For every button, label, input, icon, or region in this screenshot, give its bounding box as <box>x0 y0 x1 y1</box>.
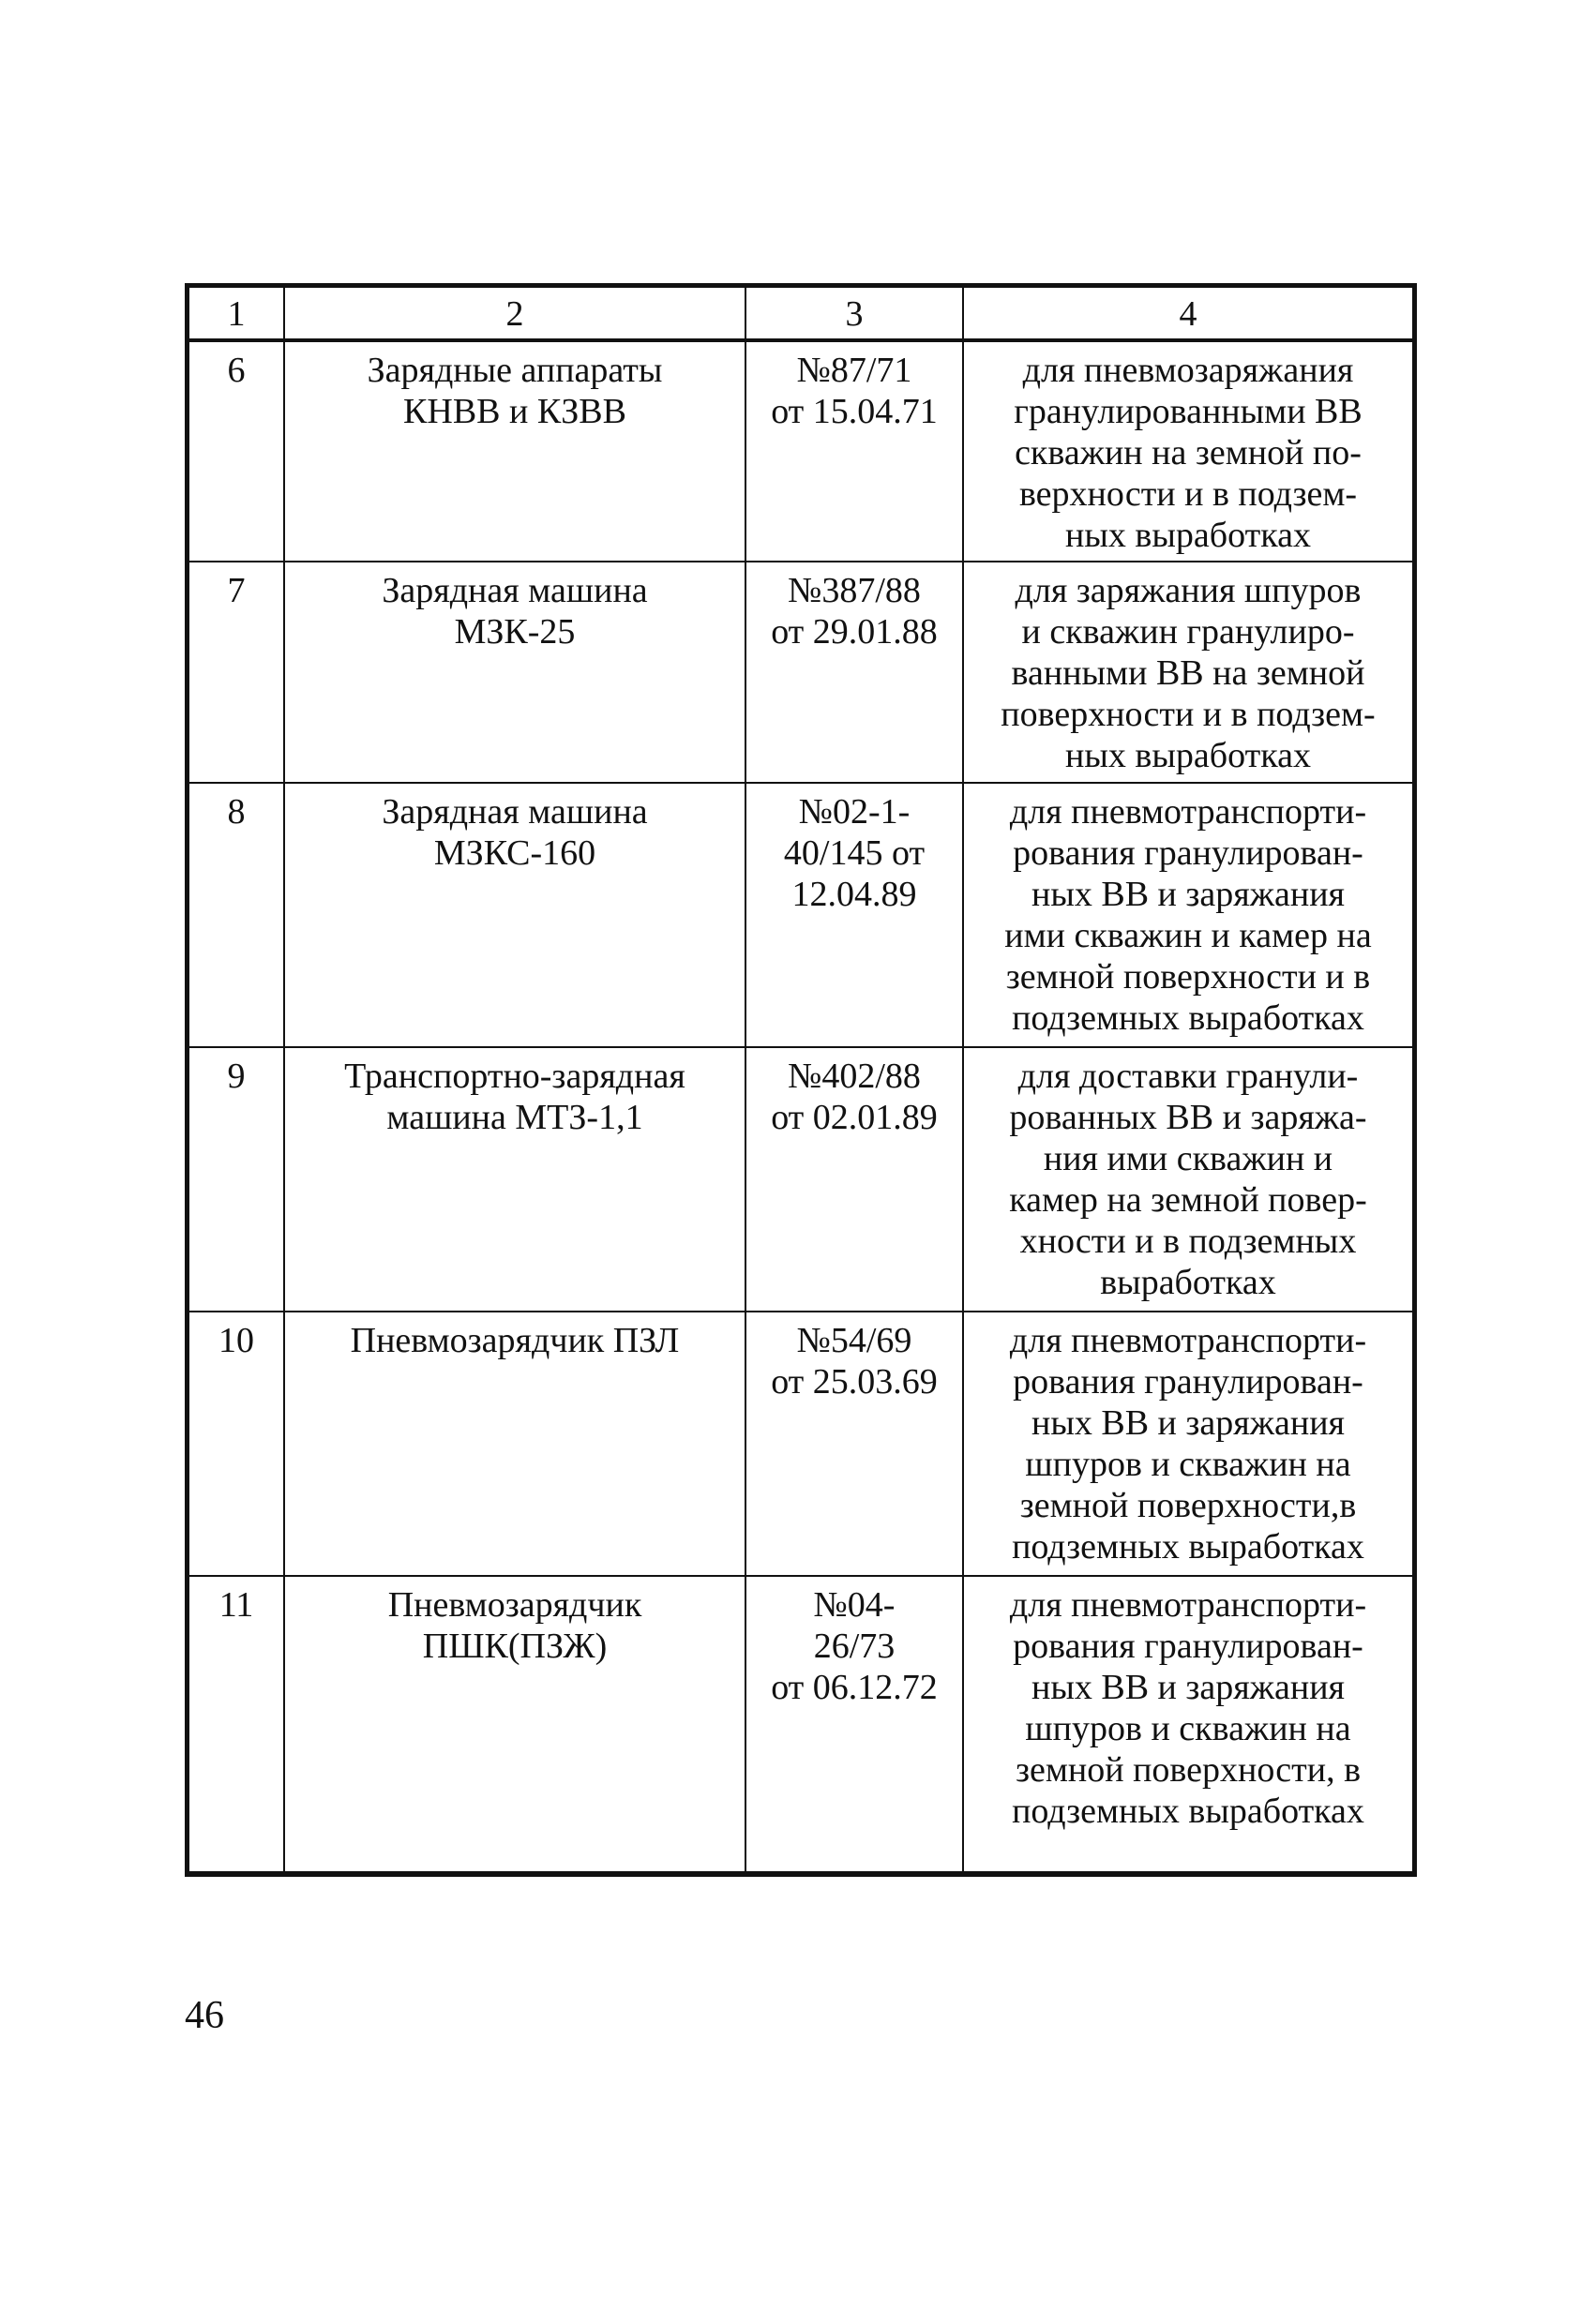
row-number: 7 <box>188 562 285 783</box>
equipment-purpose: для пневмотранспорти- рования гранулирован- ных ВВ и заряжания ими скважин и камер на земной поверхности и в подземных выработках <box>963 783 1415 1047</box>
equipment-purpose: для пневмотранспорти- рования гранулирован- ных ВВ и заряжания шпуров и скважин на земной поверхности, в подземных выработках <box>963 1576 1415 1874</box>
equipment-name: Зарядная машина МЗК-25 <box>284 562 745 783</box>
table-row <box>188 783 1415 1047</box>
table-row <box>188 340 1415 562</box>
equipment-name: Зарядная машина МЗКС-160 <box>284 783 745 1047</box>
row-number: 9 <box>188 1047 285 1312</box>
table-row <box>188 1047 1415 1312</box>
equipment-purpose: для заряжания шпуров и скважин гранулиро- ванными ВВ на земной поверхности и в подзем- ных выработках <box>963 562 1415 783</box>
approval-order: №02-1- 40/145 от 12.04.89 <box>745 783 963 1047</box>
table-row <box>188 1576 1415 1874</box>
equipment-name: Зарядные аппараты КНВВ и КЗВВ <box>284 340 745 562</box>
approval-order: №87/71 от 15.04.71 <box>745 340 963 562</box>
table-row <box>188 1312 1415 1576</box>
approval-order: №54/69 от 25.03.69 <box>745 1312 963 1576</box>
equipment-purpose: для доставки гранули- рованных ВВ и заряжа- ния ими скважин и камер на земной повер- хности и в подземных выработках <box>963 1047 1415 1312</box>
header-cell-2: 2 <box>284 286 745 341</box>
table-row <box>188 562 1415 783</box>
row-number: 11 <box>188 1576 285 1874</box>
page-number: 46 <box>185 1994 224 2037</box>
approval-order: №402/88 от 02.01.89 <box>745 1047 963 1312</box>
equipment-name: Пневмозарядчик ПШК(ПЗЖ) <box>284 1576 745 1874</box>
equipment-purpose: для пневмозаряжания гранулированными ВВ скважин на земной по- верхности и в подзем- ных выработках <box>963 340 1415 562</box>
header-cell-3: 3 <box>745 286 963 341</box>
header-cell-4: 4 <box>963 286 1415 341</box>
approval-order: №04- 26/73 от 06.12.72 <box>745 1576 963 1874</box>
equipment-name: Пневмозарядчик ПЗЛ <box>284 1312 745 1576</box>
equipment-name: Транспортно-зарядная машина МТЗ-1,1 <box>284 1047 745 1312</box>
row-number: 10 <box>188 1312 285 1576</box>
row-number: 6 <box>188 340 285 562</box>
equipment-purpose: для пневмотранспорти- рования гранулирован- ных ВВ и заряжания шпуров и скважин на земной поверхности,в подземных выработках <box>963 1312 1415 1576</box>
equipment-table <box>185 283 1417 1877</box>
approval-order: №387/88 от 29.01.88 <box>745 562 963 783</box>
table-header-row <box>188 286 1415 341</box>
header-cell-1: 1 <box>188 286 285 341</box>
row-number: 8 <box>188 783 285 1047</box>
